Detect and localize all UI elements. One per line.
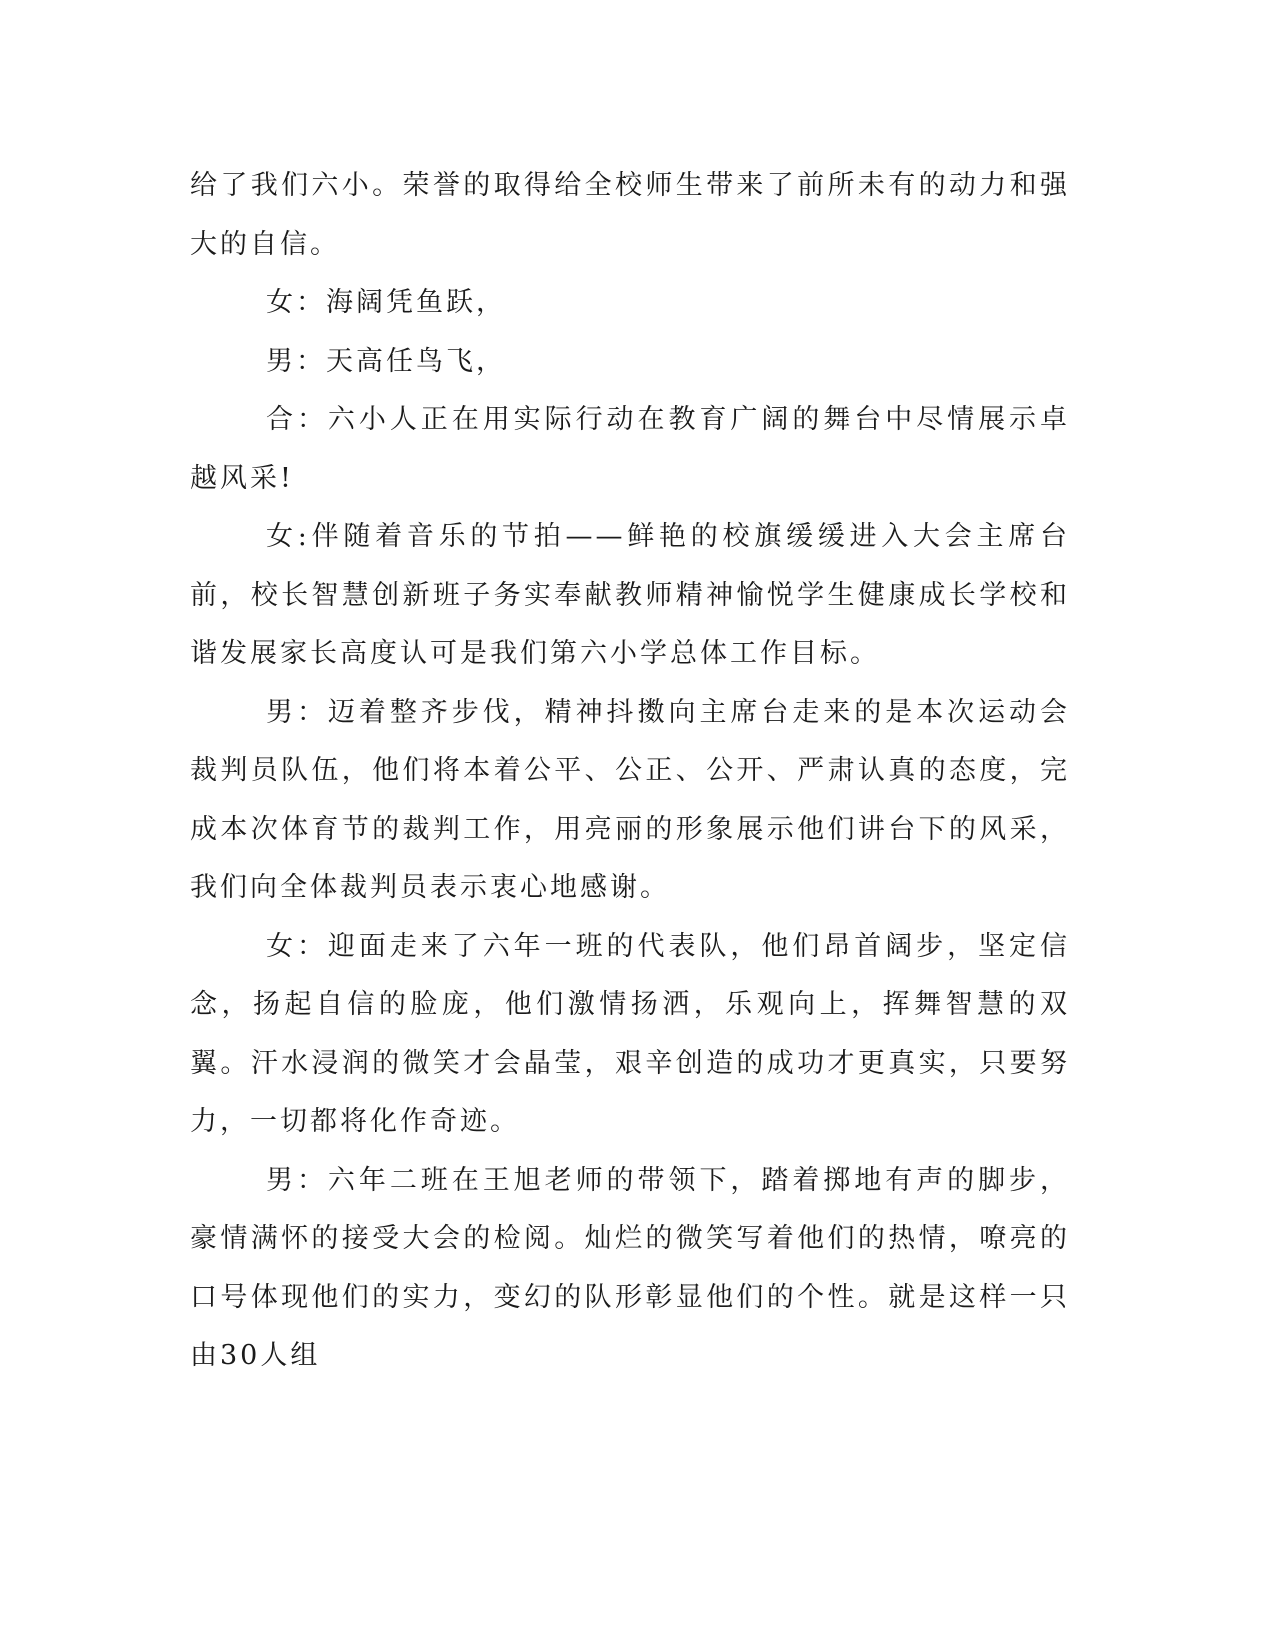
- paragraph-4: 合：六小人正在用实际行动在教育广阔的舞台中尽情展示卓越风采!: [190, 404, 1070, 494]
- paragraph-6: 男：迈着整齐步伐，精神抖擞向主席台走来的是本次运动会裁判员队伍，他们将本着公平、公正、公开、严肃认真的态度，完成本次体育节的裁判工作，用亮丽的形象展示他们讲台下的风采，我们向全体裁判员表示衷心地感谢。: [190, 696, 1070, 903]
- document-body: [190, 157, 1070, 1386]
- paragraph-5: 女:伴随着音乐的节拍——鲜艳的校旗缓缓进入大会主席台前，校长智慧创新班子务实奉献教师精神愉悦学生健康成长学校和谐发展家长高度认可是我们第六小学总体工作目标。: [190, 521, 1070, 669]
- paragraph-2: 女：海阔凭鱼跃，: [266, 287, 506, 318]
- paragraph-1: 给了我们六小。荣誉的取得给全校师生带来了前所未有的动力和强大的自信。: [190, 170, 1070, 260]
- paragraph-8: 男：六年二班在王旭老师的带领下，踏着掷地有声的脚步，豪情满怀的接受大会的检阅。灿烂的微笑写着他们的热情，嘹亮的口号体现他们的实力，变幻的队形彰显他们的个性。就是这样一只由30人组: [190, 1164, 1070, 1371]
- paragraph-3: 男：天高任鸟飞，: [266, 345, 506, 377]
- paragraph-7: 女：迎面走来了六年一班的代表队，他们昂首阔步，坚定信念，扬起自信的脸庞，他们激情扬洒，乐观向上，挥舞智慧的双翼。汗水浸润的微笑才会晶莹，艰辛创造的成功才更真实，只要努力，一切都将化作奇迹。: [190, 930, 1070, 1137]
